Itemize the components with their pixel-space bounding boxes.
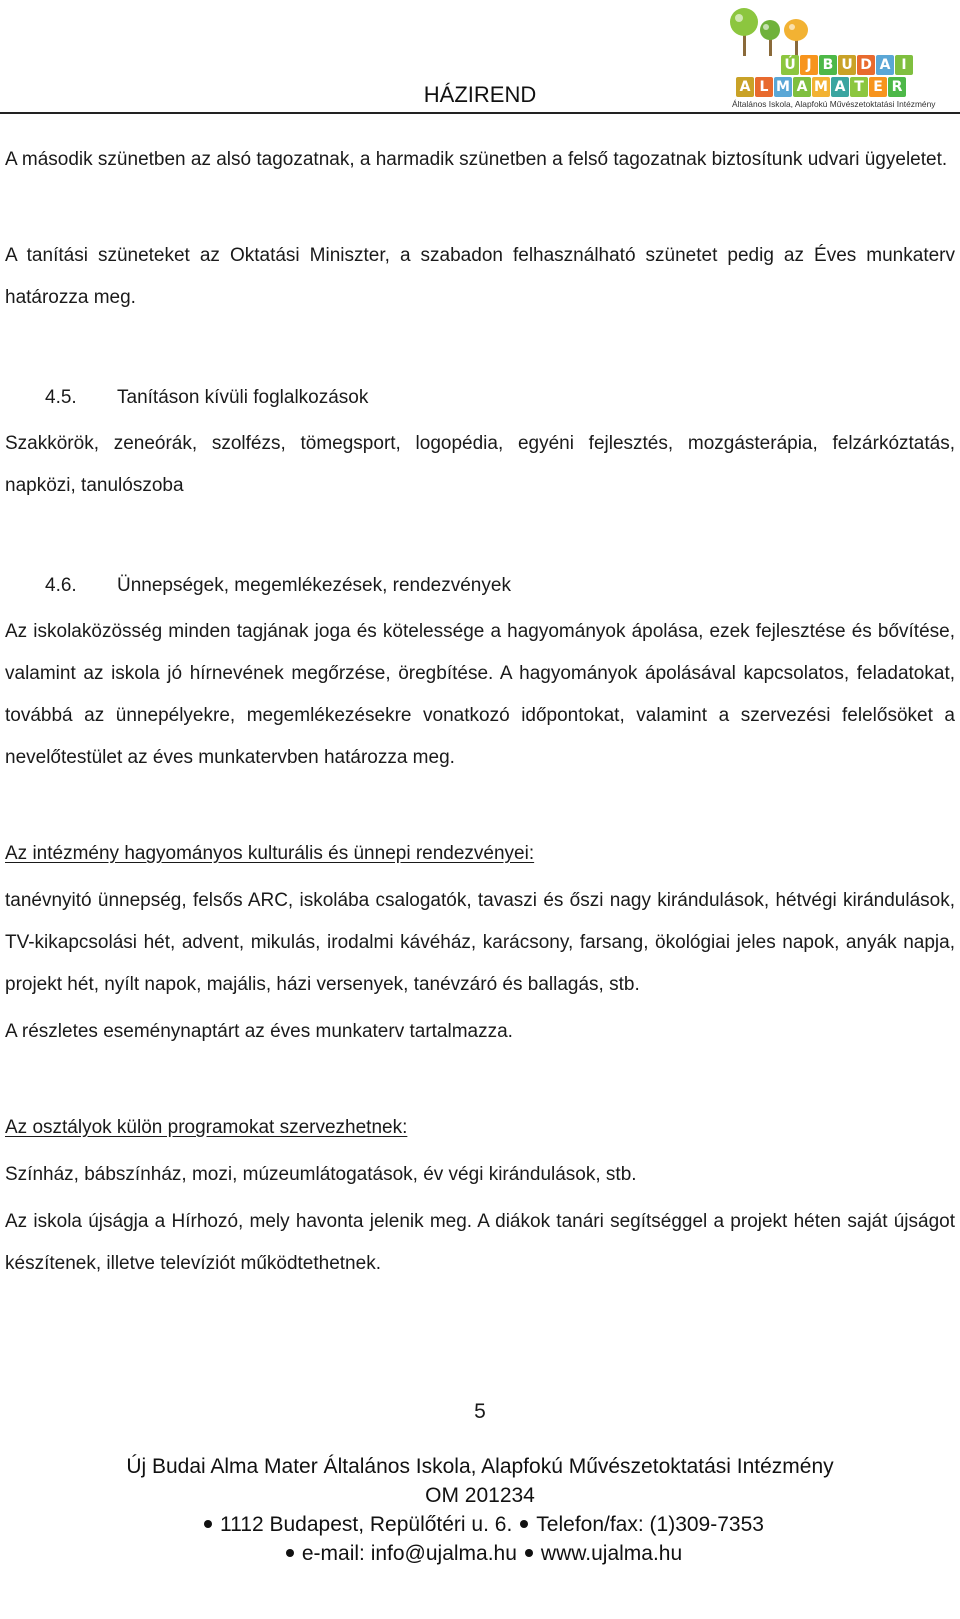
logo-letter: J [800,55,818,75]
paragraph-holidays: A tanítási szüneteket az Oktatási Miniszter, a szabadon felhasználható szünetet pedig az Éves munkaterv határozza meg. [5,245,955,308]
footer-institution: Új Budai Alma Mater Általános Iskola, Alapfokú Művészetoktatási Intézmény [126,1455,834,1478]
footer-phone: Telefon/fax: (1)309-7353 [536,1513,764,1536]
footer-contact-line [0,1510,960,1539]
logo-letter: T [850,77,868,97]
logo-letter: A [876,55,894,75]
logo-letter: M [812,77,830,97]
paragraph-event-calendar: A részletes eseménynaptárt az éves munkaterv tartalmazza. [5,1021,513,1042]
subheading-class-programs: Az osztályok külön programokat szervezhetnek: [5,1117,408,1138]
paragraph-newspaper: Az iskola újságja a Hírhozó, mely havonta jelenik meg. A diákok tanári segítséggel a projekt héten saját újságot készítenek, illetve televíziót működtethetnek. [5,1211,955,1274]
bullet-icon [520,1520,528,1528]
page-footer [0,1452,960,1568]
logo-letter: Ú [781,55,799,75]
bullet-icon [286,1549,294,1557]
paragraph-traditions: Az iskolaközösség minden tagjának joga és kötelessége a hagyományok ápolása, ezek fejlesztése és bővítése, valamint az iskola jó hírnevének megőrzése, öregbítése. A hagyományok ápolásával kapcsolatos, feladatokat, továbbá az ünnepélyekre, megemlékezésekre vonatkozó időpontokat, valamint a szervezési felelősöket a nevelőtestület az éves munkatervben határozza meg. [5,621,955,768]
footer-website: www.ujalma.hu [540,1542,683,1565]
logo-letter: L [755,77,773,97]
footer-web-line [0,1539,960,1568]
logo-word-ujbudai [781,55,913,75]
section-heading-4-6 [5,561,955,611]
footer-om-number: OM 201234 [425,1484,535,1507]
paragraph-breaks-supervision: A második szünetben az alsó tagozatnak, a harmadik szünetben a felső tagozatnak biztosítunk udvari ügyeletet. [5,149,948,170]
logo-letter: U [838,55,856,75]
bullet-icon [204,1520,212,1528]
logo-letter: A [793,77,811,97]
logo-letter: I [895,55,913,75]
subheading-events: Az intézmény hagyományos kulturális és ünnepi rendezvényei: [5,843,535,864]
page-title: HÁZIREND [423,82,537,107]
section-title: Ünnepségek, megemlékezések, rendezvények [117,575,511,596]
logo-letter: E [869,77,887,97]
page-number: 5 [474,1400,486,1423]
logo-letter: M [774,77,792,97]
logo-letter: D [857,55,875,75]
section-title: Tanításon kívüli foglalkozások [117,387,369,408]
header-divider [0,112,960,114]
paragraph-activities: Szakkörök, zeneórák, szolfézs, tömegsport, logopédia, egyéni fejlesztés, mozgásterápia, felzárkóztatás, napközi, tanulószoba [5,433,955,496]
logo-letter: A [736,77,754,97]
footer-email: e-mail: info@ujalma.hu [301,1542,517,1565]
logo-letter: R [888,77,906,97]
main-content [5,139,955,1285]
section-number: 4.6. [45,575,77,596]
section-heading-4-5 [5,373,955,423]
logo-letter: A [831,77,849,97]
logo-letter: B [819,55,837,75]
tree-logo-icon [726,6,846,56]
bullet-icon [525,1549,533,1557]
section-number: 4.5. [45,387,77,408]
logo-subtitle: Általános Iskola, Alapfokú Művészetoktatási Intézmény [732,99,936,109]
footer-address: 1112 Budapest, Repülőtéri u. 6. [220,1513,513,1536]
paragraph-events: tanévnyitó ünnepség, felsős ARC, iskolába csalogatók, tavaszi és őszi nagy kirándulások, hétvégi kirándulások, TV-kikapcsolási hét, advent, mikulás, irodalmi kávéház, karácsony, farsang, ökológiai jeles napok, anyák napja, projekt hét, nyílt napok, majális, házi versenyek, tanévzáró és ballagás, stb. [5,890,955,995]
paragraph-class-programs: Színház, bábszínház, mozi, múzeumlátogatások, év végi kirándulások, stb. [5,1164,637,1185]
